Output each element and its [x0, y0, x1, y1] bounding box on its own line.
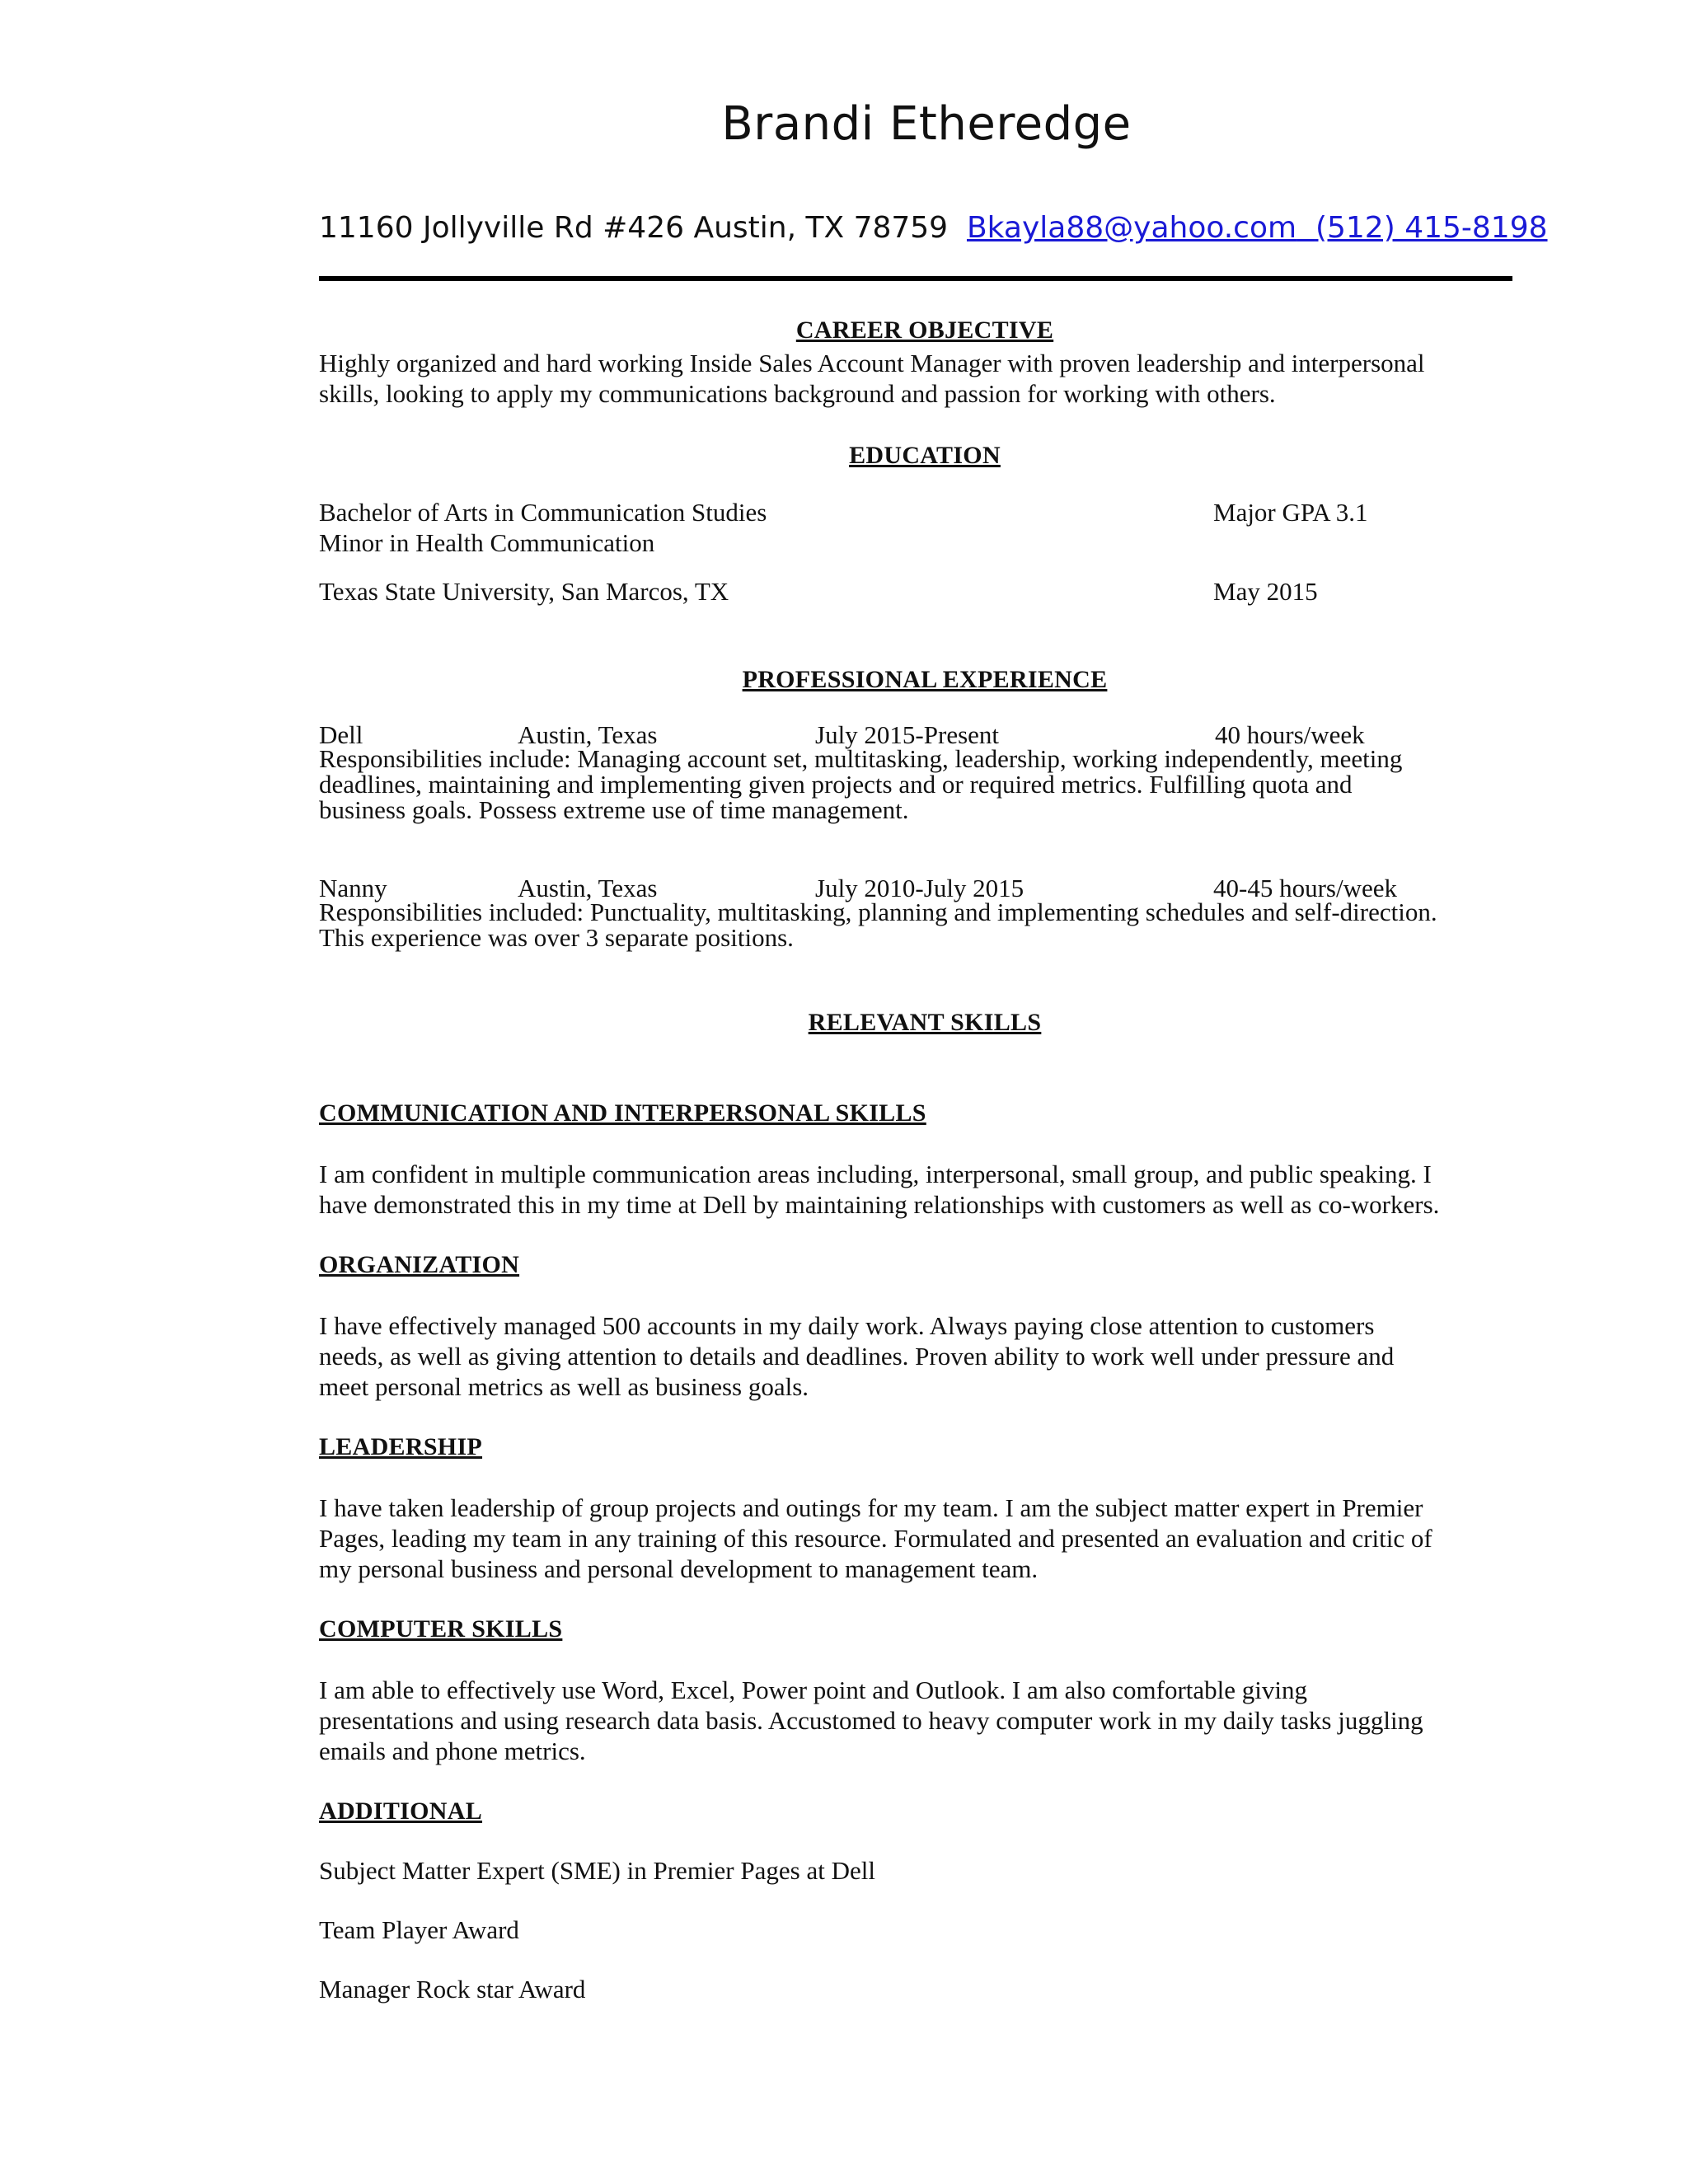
link-space[interactable] [1296, 211, 1315, 245]
job-description-line: business goals. Possess extreme use of time management. [319, 795, 909, 824]
communication-text [319, 1159, 1531, 1220]
job-employer: Nanny [319, 874, 387, 902]
computer-skills-line: emails and phone metrics. [319, 1736, 586, 1765]
computer-skills-line: I am able to effectively use Word, Excel, Power point and Outlook. I am also comfortable giving [319, 1675, 1308, 1704]
job-description-line: Responsibilities included: Punctuality, multitasking, planning and implementing schedules and self-direction. [319, 898, 1437, 926]
experience-heading: PROFESSIONAL EXPERIENCE [742, 666, 1108, 693]
job-hours: 40 hours/week [1215, 720, 1365, 749]
communication-line: have demonstrated this in my time at Dell by maintaining relationships with customers as well as co-workers. [319, 1190, 1440, 1219]
computer-skills-heading: COMPUTER SKILLS [319, 1615, 563, 1643]
job-description-line: Responsibilities include: Managing account set, multitasking, leadership, working independently, meeting [319, 744, 1403, 773]
address: 11160 Jollyville Rd #426 Austin, TX 78759 [319, 211, 949, 245]
education-date: May 2015 [1213, 577, 1318, 606]
leadership-line: my personal business and personal development to management team. [319, 1554, 1039, 1583]
organization-heading: ORGANIZATION [319, 1251, 520, 1278]
career-objective-line: Highly organized and hard working Inside Sales Account Manager with proven leadership and interpersonal [319, 349, 1425, 377]
job-description [319, 899, 1531, 950]
career-objective-line: skills, looking to apply my communications background and passion for working with others. [319, 379, 1276, 408]
additional-item: Team Player Award [319, 1915, 519, 1944]
contact-line [319, 211, 1548, 245]
career-objective-heading: CAREER OBJECTIVE [795, 316, 1054, 344]
leadership-text [319, 1493, 1531, 1584]
education-degree: Bachelor of Arts in Communication Studies [319, 498, 767, 527]
additional-item: Subject Matter Expert (SME) in Premier Pages at Dell [319, 1856, 875, 1885]
education-heading: EDUCATION [849, 442, 1001, 469]
resume-name: Brandi Etheredge [721, 97, 1132, 151]
leadership-line: Pages, leading my team in any training of this resource. Formulated and presented an evaluation and critic of [319, 1524, 1432, 1553]
header-divider [319, 276, 1512, 281]
leadership-line: I have taken leadership of group projects and outings for my team. I am the subject matter expert in Premier [319, 1493, 1423, 1522]
job-location: Austin, Texas [518, 874, 658, 902]
career-objective-text [319, 348, 1531, 409]
skills-heading: RELEVANT SKILLS [808, 1009, 1042, 1036]
leadership-heading: LEADERSHIP [319, 1433, 483, 1460]
job-employer: Dell [319, 720, 363, 749]
additional-heading: ADDITIONAL [319, 1797, 483, 1825]
education-gpa: Major GPA 3.1 [1213, 498, 1368, 527]
job-dates: July 2015-Present [815, 720, 1000, 749]
phone-link[interactable]: (512) 415-8198 [1315, 211, 1548, 245]
job-location: Austin, Texas [518, 720, 658, 749]
organization-line: I have effectively managed 500 accounts in my daily work. Always paying close attention to customers [319, 1311, 1375, 1340]
job-description-line: This experience was over 3 separate positions. [319, 923, 794, 952]
communication-heading: COMMUNICATION AND INTERPERSONAL SKILLS [319, 1099, 926, 1127]
job-description [319, 746, 1531, 823]
additional-item: Manager Rock star Award [319, 1975, 586, 2004]
job-hours: 40-45 hours/week [1213, 874, 1397, 902]
education-school: Texas State University, San Marcos, TX [319, 577, 729, 606]
communication-line: I am confident in multiple communication areas including, interpersonal, small group, and public speaking. I [319, 1160, 1432, 1188]
email-link[interactable]: Bkayla88@yahoo.com [966, 211, 1297, 245]
job-description-line: deadlines, maintaining and implementing given projects and or required metrics. Fulfilling quota and [319, 770, 1353, 799]
computer-skills-line: presentations and using research data basis. Accustomed to heavy computer work in my daily tasks juggling [319, 1706, 1423, 1735]
education-minor: Minor in Health Communication [319, 528, 655, 557]
job-dates: July 2010-July 2015 [815, 874, 1025, 902]
organization-text [319, 1310, 1531, 1402]
organization-line: meet personal metrics as well as business goals. [319, 1372, 809, 1401]
organization-line: needs, as well as giving attention to details and deadlines. Proven ability to work well under pressure and [319, 1342, 1395, 1371]
computer-skills-text [319, 1675, 1531, 1766]
